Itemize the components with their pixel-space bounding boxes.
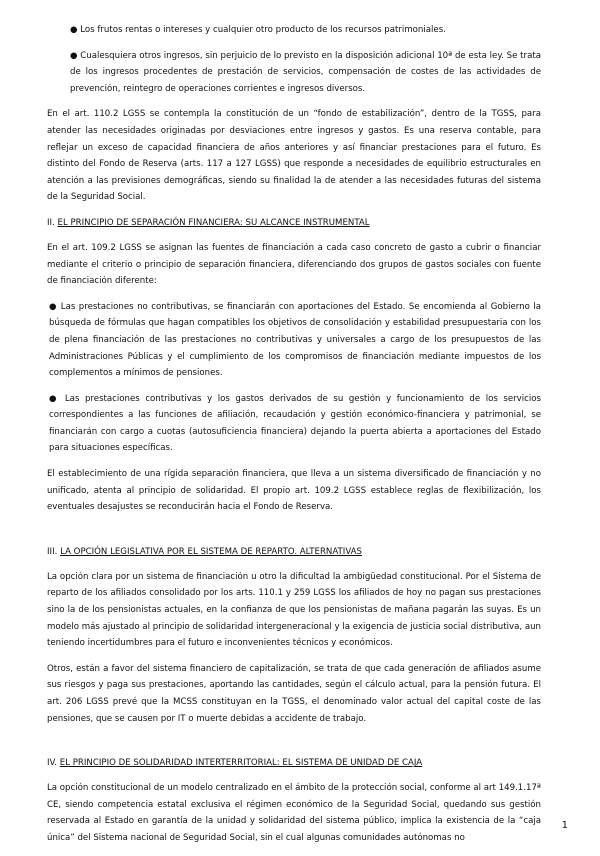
section-number: III. [47, 546, 58, 557]
document-page [47, 22, 541, 856]
bullet-frutos-rentas: ● Los frutos rentas o intereses y cualquier otro producto de los recursos patrimoniales. [70, 25, 446, 35]
paragraph-capitalizacion: Otros, están a favor del sistema financiero de capitalización, se trata de que cada generación de afiliados asume sus riesgos y paga sus prestaciones, aportando las cantidades, según el cálculo actual, para la pensión futura. El art. 206 LGSS prevé que la MCSS constituyan en la TGSS, el denominado valor actual del capital coste de las pensiones, que se causen por IT o muerte debidas a accidente de trabajo. [47, 663, 541, 724]
section-heading-separacion-financiera [47, 215, 541, 231]
section-number: IV. [47, 758, 58, 769]
paragraph-separacion-closing: El establecimiento de una rígida separación financiera, que lleva a un sistema diversificado de financiación y no unificado, atenta al principio de solidaridad. El propio art. 109.2 LGSS establece reglas de flexibilización, los eventuales desajustes se reconducirán hacia el Fondo de Reserva. [47, 469, 541, 513]
paragraph-reparto: La opción clara por un sistema de financiación u otro la dificultad la ambigüedad constitucional. Por el Sistema de reparto de los afiliados consolidado por los arts. 110.1 y 259 LGSS los afiliados de hoy no pagan sus prestaciones sino la de los pensionistas actuales, en la confianza de que los pensionistas de mañana pagarán las suyas. Es un modelo más ajustado al principio de solidaridad intergeneracional y la exigencia de justicia social distributiva, aun teniendo incertidumbres para el futuro e inconvenientes técnicos y económicos. [47, 571, 541, 649]
bullet-otros-ingresos: ● Cualesquiera otros ingresos, sin perjuicio de lo previsto en la disposición adicional 10ª de esta ley. Se trata de los ingresos procedentes de prestación de servicios, compensación de costes de las actividades de prevención, reintegro de operaciones corrientes e ingresos diversos. [70, 50, 541, 94]
section-title: EL PRINCIPIO DE SEPARACIÓN FINANCIERA: SU ALCANCE INSTRUMENTAL [57, 217, 370, 228]
paragraph-unidad-caja: La opción constitucional de un modelo centralizado en el ámbito de la protección social, conforme al art 149.1.17ª CE, siendo competencia estatal exclusiva el régimen económico de la Seguridad Social, quedando sus gestión reservada al Estado en garantía de la unidad y solidaridad del sistema público, implica la existencia de la “caja única” del Sistema nacional de Seguridad Social, sin el cual algunas comunidades autónomas no [47, 783, 541, 843]
page-number: 1 [561, 820, 568, 831]
section-title: EL PRINCIPIO DE SOLIDARIDAD INTERTERRITORIAL: EL SISTEMA DE UNIDAD DE CAJA [59, 758, 423, 769]
paragraph-separacion-intro: En el art. 109.2 LGSS se asignan las fuentes de financiación a cada caso concreto de gasto a cubrir o financiar mediante el criterio o principio de separación financiera, diferenciando dos grupos de gastos sociales con fuente de financiación diferente: [47, 242, 541, 287]
bullet-no-contributivas: ● Las prestaciones no contributivas, se financiarán con aportaciones del Estado. Se encomienda al Gobierno la búsqueda de fórmulas que hagan compatibles los objetivos de consolidación y estabilidad presupuestaria con los de plena financiación de las prestaciones no contributivas y universales a cargo de los presupuestos de las Administraciones Públicas y el cumplimiento de los compromisos de financiación mediante impuestos de los complementos a mínimos de pensiones. [49, 301, 541, 379]
section-heading-sistema-reparto [47, 544, 541, 560]
section-title: LA OPCIÓN LEGISLATIVA POR EL SISTEMA DE REPARTO. ALTERNATIVAS [60, 546, 362, 557]
section-heading-unidad-caja [47, 755, 541, 771]
section-number: II. [47, 217, 55, 228]
bullet-contributivas: ● Las prestaciones contributivas y los gastos derivados de su gestión y funcionamiento de los servicios correspondientes a las funciones de afiliación, recaudación y gestión económico-financiera y patrimonial, se financiarán con cargo a cuotas (autosuficiencia financiera) dejando la puerta abierta a aportaciones del Estado para situaciones específicas. [49, 393, 541, 454]
paragraph-fondo-estabilizacion: En el art. 110.2 LGSS se contempla la constitución de un “fondo de estabilización”, dentro de la TGSS, para atender las necesidades originadas por desviaciones entre ingresos y gastos. Es una reserva contable, para reflejar un exceso de capacidad financiera de años anteriores y así financiar prestaciones para el futuro. Es distinto del Fondo de Reserva (arts. 117 a 127 LGSS) que responde a necesidades de equilibrio estructurales en atención a las previsiones demográficas, siendo su finalidad la de atender a las necesidades futuras del sistema de la Seguridad Social. [47, 109, 541, 203]
